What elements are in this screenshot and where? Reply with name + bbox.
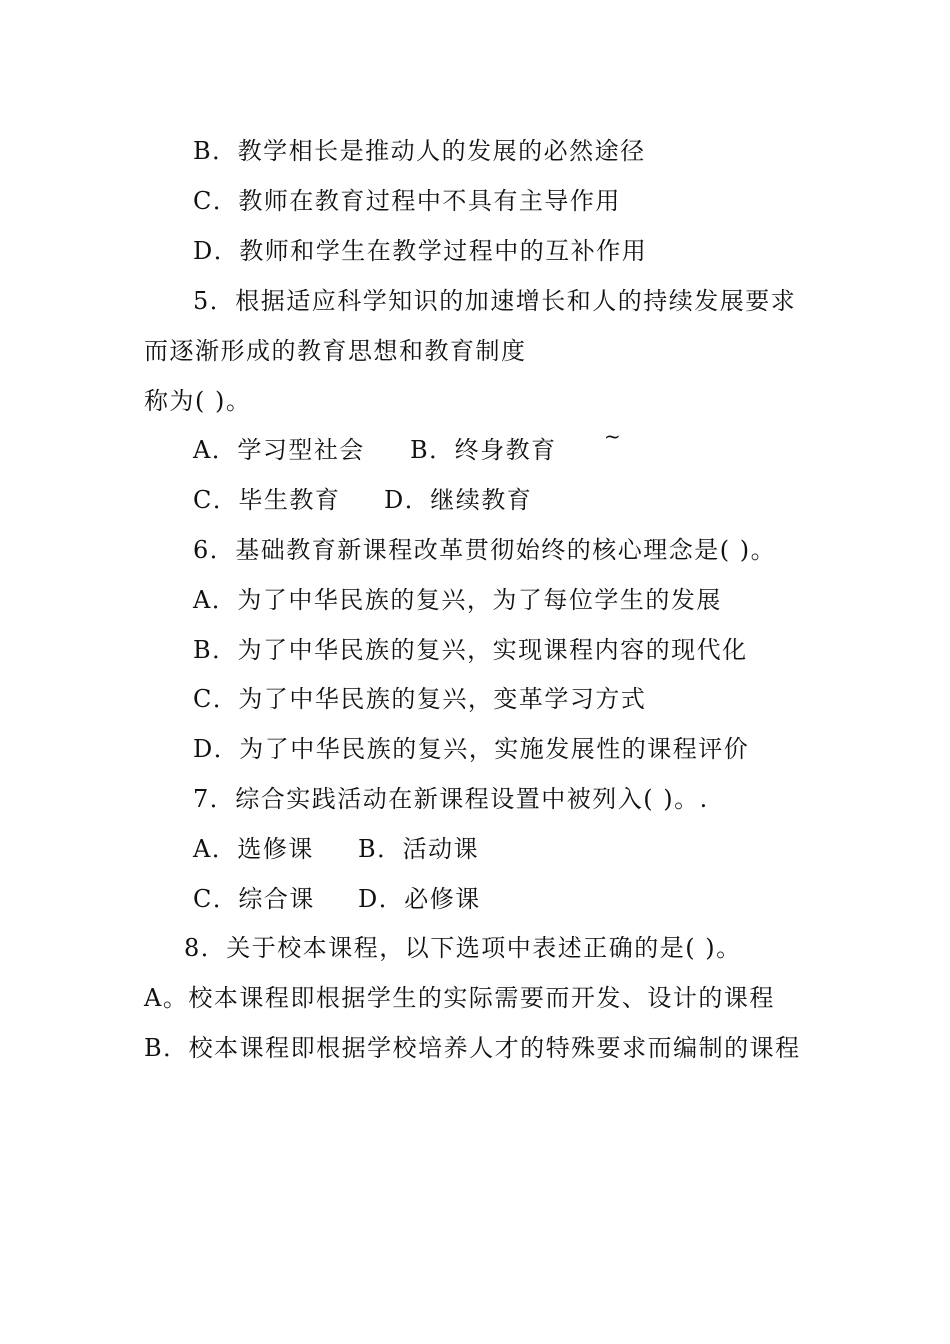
q8-option-a: A。校本课程即根据学生的实际需要而开发、设计的课程 (144, 984, 775, 1012)
q5-option-b: B．终身教育 (410, 436, 557, 464)
q7-option-a: A．选修课 (193, 835, 314, 863)
q4-option-c: C．教师在教育过程中不具有主导作用 (193, 187, 621, 215)
question-8-stem: 8．关于校本课程，以下选项中表述正确的是( )。 (184, 934, 742, 962)
q5-option-d: D．继续教育 (384, 486, 533, 514)
question-5-stem: 5．根据适应科学知识的加速增长和人的持续发展要求 (193, 287, 797, 315)
question-7-stem: 7．综合实践活动在新课程设置中被列入( )。. (193, 785, 709, 813)
q6-option-c: C．为了中华民族的复兴，变革学习方式 (193, 685, 647, 713)
q7-option-d: D．必修课 (358, 885, 481, 913)
q8-option-b: B．校本课程即根据学校培养人才的特殊要求而编制的课程 (144, 1034, 801, 1062)
q5-option-c: C．毕生教育 (193, 486, 341, 514)
q4-option-b: B．教学相长是推动人的发展的必然途径 (193, 137, 646, 165)
stray-mark: ~ (604, 424, 621, 448)
q6-option-a: A．为了中华民族的复兴，为了每位学生的发展 (193, 586, 722, 614)
q4-option-d: D．教师和学生在教学过程中的互补作用 (193, 237, 648, 265)
question-5-stem-end: 称为( )。 (144, 387, 252, 415)
q5-option-a: A．学习型社会 (193, 436, 365, 464)
q7-option-c: C．综合课 (193, 885, 315, 913)
q6-option-b: B．为了中华民族的复兴，实现课程内容的现代化 (193, 636, 748, 664)
question-5-stem-cont: 而逐渐形成的教育思想和教育制度 (144, 337, 527, 365)
q6-option-d: D．为了中华民族的复兴，实施发展性的课程评价 (193, 735, 750, 763)
question-6-stem: 6．基础教育新课程改革贯彻始终的核心理念是( )。 (193, 536, 777, 564)
q7-option-b: B．活动课 (358, 835, 480, 863)
